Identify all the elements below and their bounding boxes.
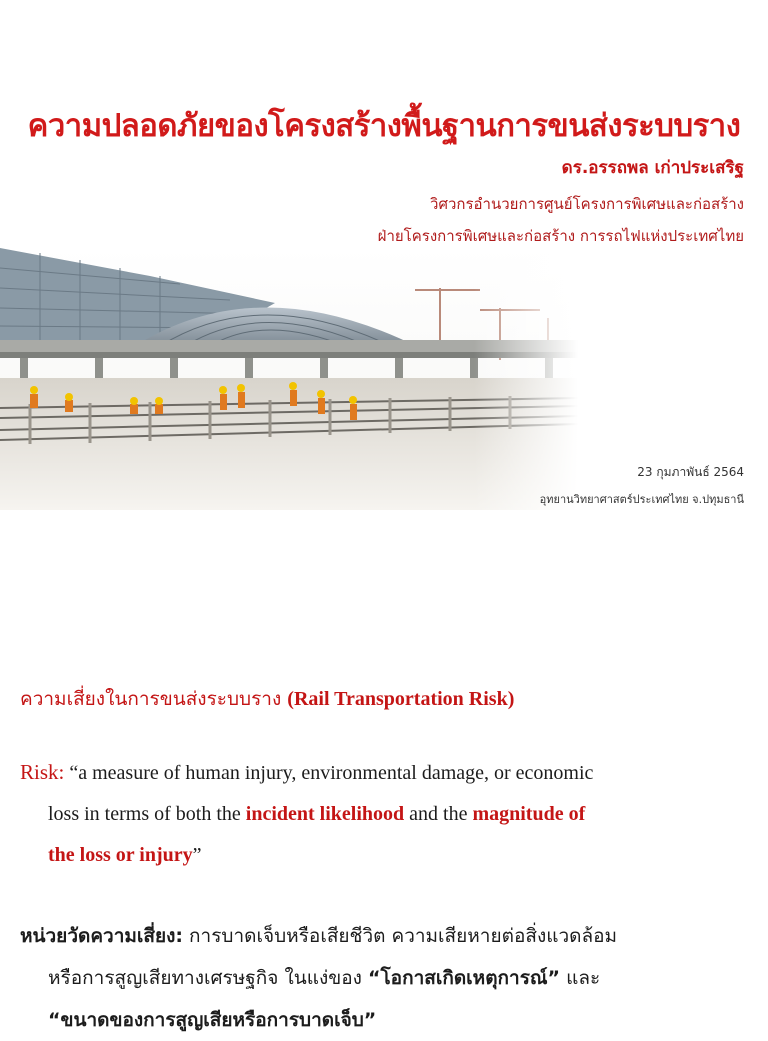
incident-likelihood-term: incident likelihood <box>245 803 405 825</box>
risk-definition <box>20 752 740 876</box>
unit-text-2a: หรือการสูญเสียทางเศรษฐกิจ ในแง่ของ <box>48 967 362 989</box>
loss-or-injury-term: the loss or injury <box>48 844 193 866</box>
heading-english: (Rail Transportation Risk) <box>287 688 515 710</box>
author-affiliation-1: วิศวกรอำนวยการศูนย์โครงการพิเศษและก่อสร้าง <box>430 195 744 213</box>
unit-text-2c: และ <box>566 967 601 989</box>
risk-label: Risk: <box>20 760 65 784</box>
heading-thai: ความเสี่ยงในการขนส่งระบบราง <box>20 688 282 710</box>
risk-text-2c: and the <box>409 803 468 825</box>
risk-text-2a: loss in terms of both the <box>48 803 241 825</box>
title-slide <box>0 0 768 520</box>
slide-title: ความปลอดภัยของโครงสร้างพื้นฐานการขนส่งระบบราง <box>27 108 741 144</box>
magnitude-term-thai: “ขนาดของการสูญเสียหรือการบาดเจ็บ” <box>48 1009 377 1031</box>
risk-text-1: “a measure of human injury, environmental damage, or economic <box>69 762 594 784</box>
risk-line-3 <box>20 835 740 876</box>
unit-line-1 <box>20 915 760 957</box>
unit-line-3 <box>20 999 760 1041</box>
unit-label: หน่วยวัดความเสี่ยง: <box>20 925 183 947</box>
risk-closing-quote: ” <box>192 844 202 866</box>
author-affiliation-2: ฝ่ายโครงการพิเศษและก่อสร้าง การรถไฟแห่งประเทศไทย <box>377 227 744 245</box>
magnitude-term: magnitude of <box>472 803 586 825</box>
section-heading <box>20 684 514 714</box>
risk-unit-definition <box>20 915 760 1041</box>
author-name: ดร.อรรถพล เก่าประเสริฐ <box>561 158 744 178</box>
risk-line-1 <box>20 752 740 794</box>
unit-text-1: การบาดเจ็บหรือเสียชีวิต ความเสียหายต่อสิ่งแวดล้อม <box>189 925 618 947</box>
unit-line-2 <box>20 957 760 999</box>
presentation-venue: อุทยานวิทยาศาสตร์ประเทศไทย จ.ปทุมธานี <box>539 493 744 506</box>
likelihood-term-thai: “โอกาสเกิดเหตุการณ์” <box>367 967 561 989</box>
railway-station-photo <box>0 248 578 510</box>
presentation-date: 23 กุมภาพันธ์ 2564 <box>637 465 744 479</box>
risk-line-2 <box>20 794 740 835</box>
risk-slide <box>0 520 768 1031</box>
